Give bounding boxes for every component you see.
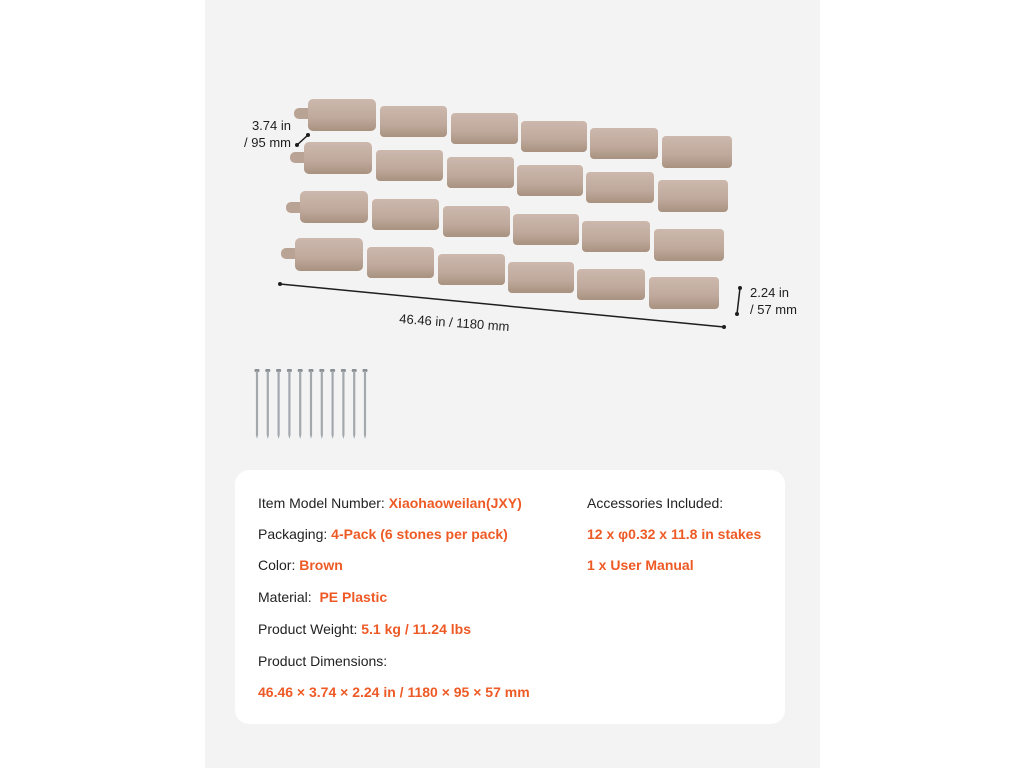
stake-icon <box>309 369 314 439</box>
stake-icon <box>298 369 303 439</box>
stakes-group <box>255 369 368 439</box>
accessory-item-manual: 1 x User Manual <box>587 557 694 573</box>
stake-icon <box>287 369 292 439</box>
spec-material: Material: PE Plastic <box>258 589 388 605</box>
width-dimension-label <box>236 117 291 151</box>
accessory-item-stakes: 12 x φ0.32 x 11.8 in stakes <box>587 526 762 542</box>
spec-color: Color: Brown <box>258 557 343 573</box>
stake-icon <box>319 369 324 439</box>
length-dimension-label: 46.46 in / 1180 mm <box>398 310 510 335</box>
spec-model: Item Model Number: Xiaohaoweilan(JXY) <box>258 495 522 511</box>
height-dimension-line <box>735 286 742 316</box>
height-dimension-label <box>750 284 797 318</box>
stake-icon <box>265 369 270 439</box>
spec-weight: Product Weight: 5.1 kg / 11.24 lbs <box>258 621 471 637</box>
height-mm: / 57 mm <box>750 302 797 317</box>
spec-packaging: Packaging: 4-Pack (6 stones per pack) <box>258 526 508 542</box>
accessories-title: Accessories Included: <box>587 495 724 511</box>
edging-strip-4 <box>281 238 719 309</box>
stake-icon <box>255 369 260 439</box>
stake-icon <box>352 369 357 439</box>
height-inches: 2.24 in <box>750 285 790 300</box>
width-inches: 3.74 in <box>251 118 291 133</box>
spec-dimensions-label: Product Dimensions: <box>258 653 388 669</box>
width-mm: / 95 mm <box>244 135 291 150</box>
spec-dimensions-value: 46.46 × 3.74 × 2.24 in / 1180 × 95 × 57 mm <box>258 684 530 700</box>
stake-icon <box>276 369 281 439</box>
stake-icon <box>341 369 346 439</box>
stake-icon <box>330 369 335 439</box>
stake-icon <box>363 369 368 439</box>
specs-card <box>235 470 785 724</box>
